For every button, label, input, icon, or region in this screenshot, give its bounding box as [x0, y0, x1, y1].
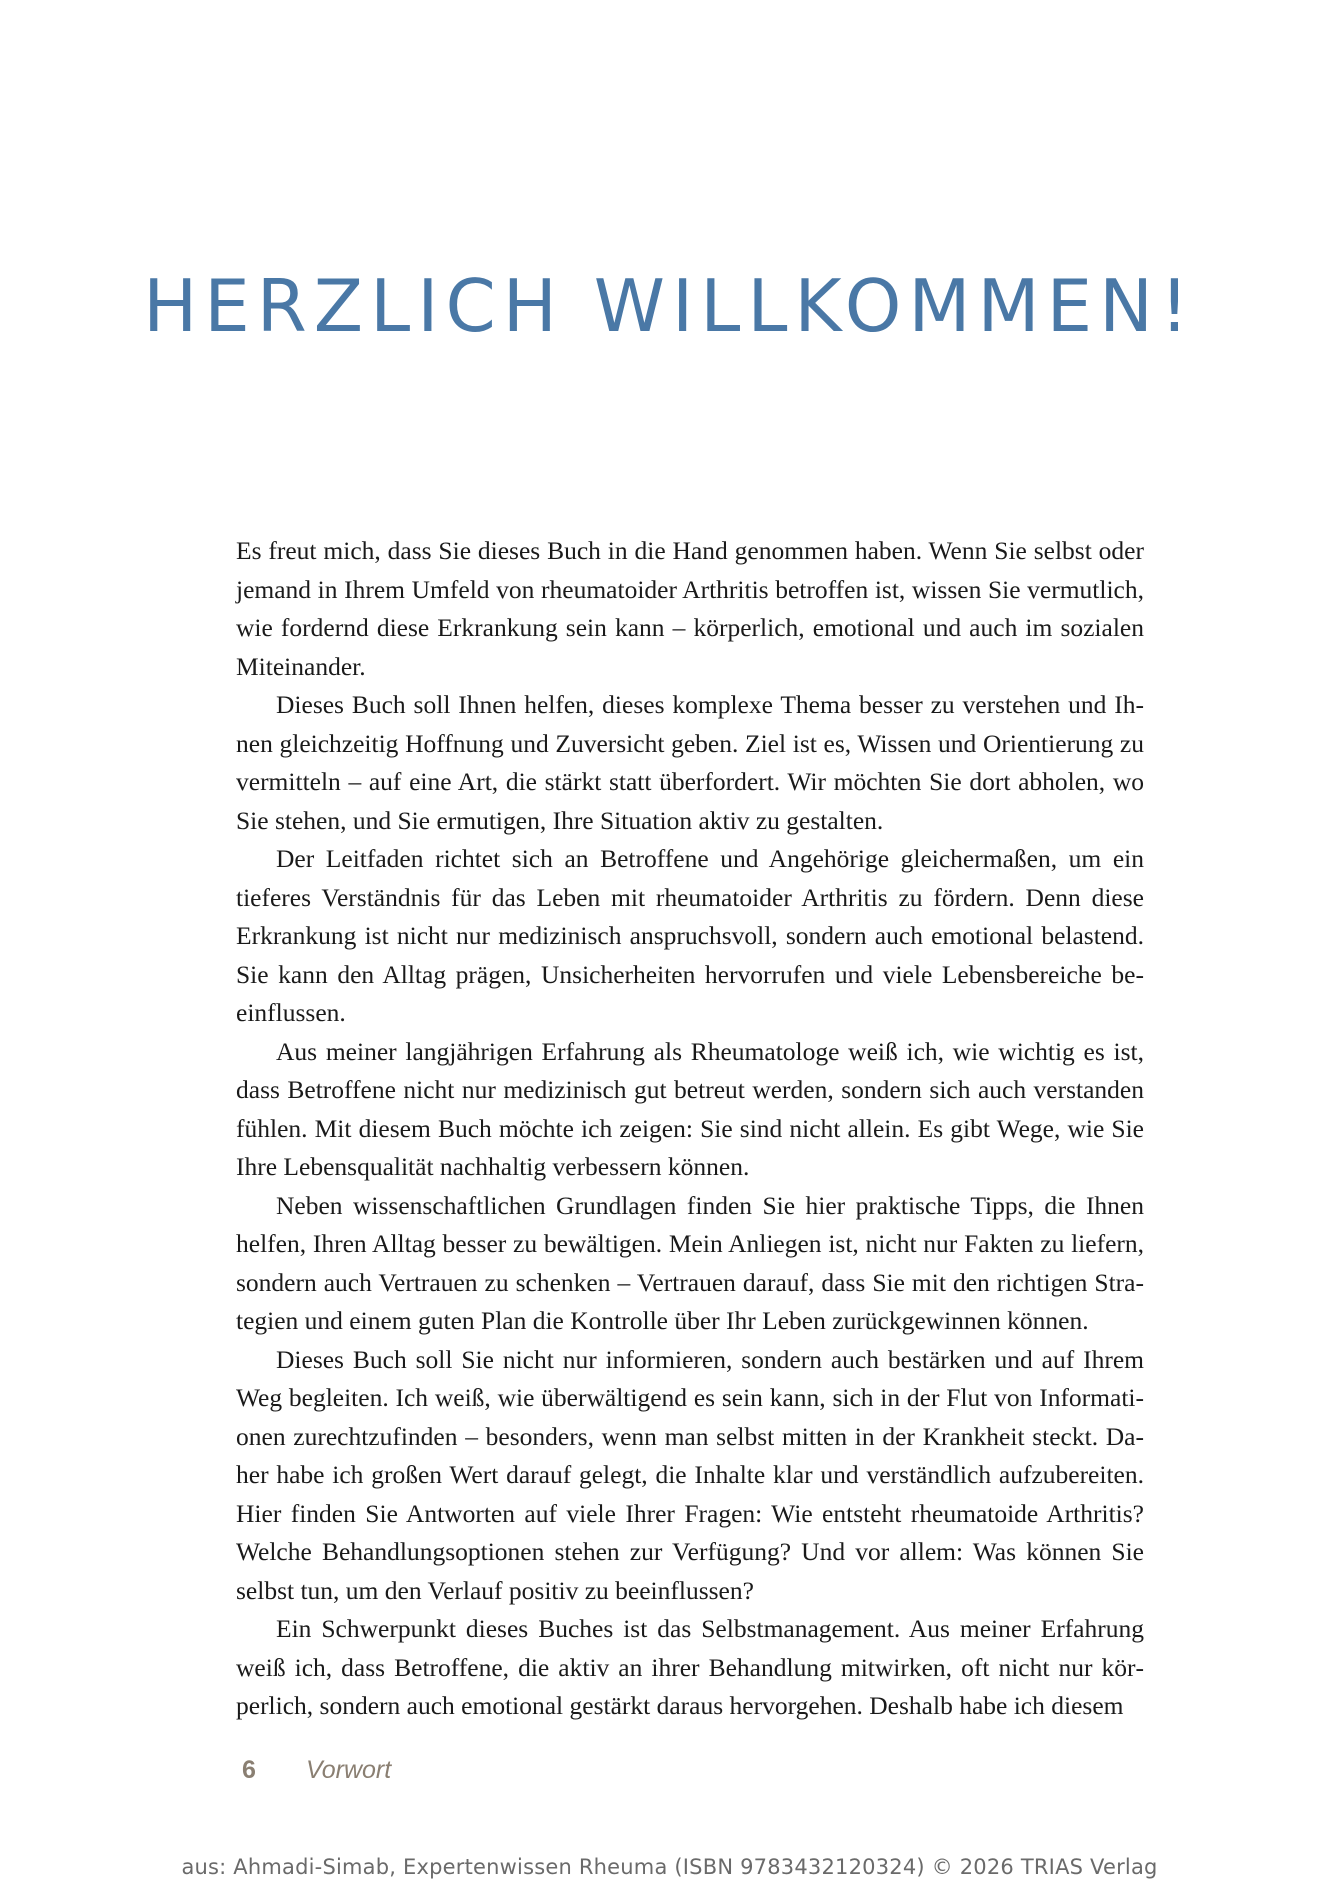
section-label: Vorwort — [306, 1756, 392, 1784]
page-number: 6 — [242, 1756, 256, 1784]
paragraph-4: Aus meiner langjährigen Erfahrung als Rheumatologe weiß ich, wie wichtig es ist, dass Betroffene nicht nur medizinisch gut betreut werden, sondern sich auch verstanden fühlen. Mit diesem Buch möchte ich zeigen: Sie sind nicht allein. Es gibt Wege, wie Sie Ihre Lebensqualität nachhaltig verbessern können. — [236, 1036, 1144, 1181]
source-citation: aus: Ahmadi-Simab, Expertenwissen Rheuma (ISBN 9783432120324) © 2026 TRIAS Verlag — [181, 1855, 1158, 1879]
paragraph-7: Ein Schwerpunkt dieses Buches ist das Selbstmanagement. Aus meiner Erfahrung weiß ich, dass Betroffene, die aktiv an ihrer Behandlung mitwirken, oft nicht nur körperlich, sondern auch emotional gestärkt daraus hervorgehen. Deshalb habe ich diesem — [236, 1614, 1144, 1720]
paragraph-6: Dieses Buch soll Sie nicht nur informieren, sondern auch bestärken und auf Ihrem Weg begleiten. Ich weiß, wie überwältigend es sein kann, sich in der Flut von Informationen zurechtzufinden – besonders, wenn man selbst mitten in der Krankheit steckt. Daher habe ich großen Wert darauf gelegt, die Inhalte klar und verständlich aufzubereiten. Hier finden Sie Antworten auf viele Ihrer Fragen: Wie entsteht rheumatoide Arthritis? Welche Behandlungsoptionen stehen zur Verfügung? Und vor allem: Was können Sie selbst tun, um den Verlauf positiv zu beeinflussen? — [236, 1344, 1144, 1605]
paragraph-5: Neben wissenschaftlichen Grundlagen finden Sie hier praktische Tipps, die Ihnen helfen, Ihren Alltag besser zu bewältigen. Mein Anliegen ist, nicht nur Fakten zu liefern, sondern auch Vertrauen zu schenken – Vertrauen darauf, dass Sie mit den richtigen Strategien und einem guten Plan die Kontrolle über Ihr Leben zurückgewinnen können. — [236, 1190, 1144, 1335]
paragraph-1: Es freut mich, dass Sie dieses Buch in die Hand genommen haben. Wenn Sie selbst oder jemand in Ihrem Umfeld von rheumatoider Arthritis betroffen ist, wissen Sie vermutlich, wie fordernd diese Erkrankung sein kann – körperlich, emotional und auch im sozialen Miteinander. — [236, 536, 1144, 681]
paragraph-3: Der Leitfaden richtet sich an Betroffene und Angehörige gleichermaßen, um ein tieferes Verständnis für das Leben mit rheumatoider Arthritis zu fördern. Denn diese Erkrankung ist nicht nur medizinisch anspruchsvoll, sondern auch emotional belastend. Sie kann den Alltag prägen, Unsicherheiten hervorrufen und viele Lebensbereiche beeinflussen. — [236, 844, 1144, 1027]
page-title: HERZLICH WILLKOMMEN! — [143, 264, 1196, 348]
page-footer — [242, 1756, 391, 1796]
paragraph-2: Dieses Buch soll Ihnen helfen, dieses komplexe Thema besser zu verstehen und Ihnen gleichzeitig Hoffnung und Zuversicht geben. Ziel ist es, Wissen und Orientierung zu vermitteln – auf eine Art, die stärkt statt überfordert. Wir möchten Sie dort abholen, wo Sie stehen, und Sie ermutigen, Ihre Situation aktiv zu gestalten. — [236, 690, 1144, 835]
body-text — [236, 532, 1144, 1726]
